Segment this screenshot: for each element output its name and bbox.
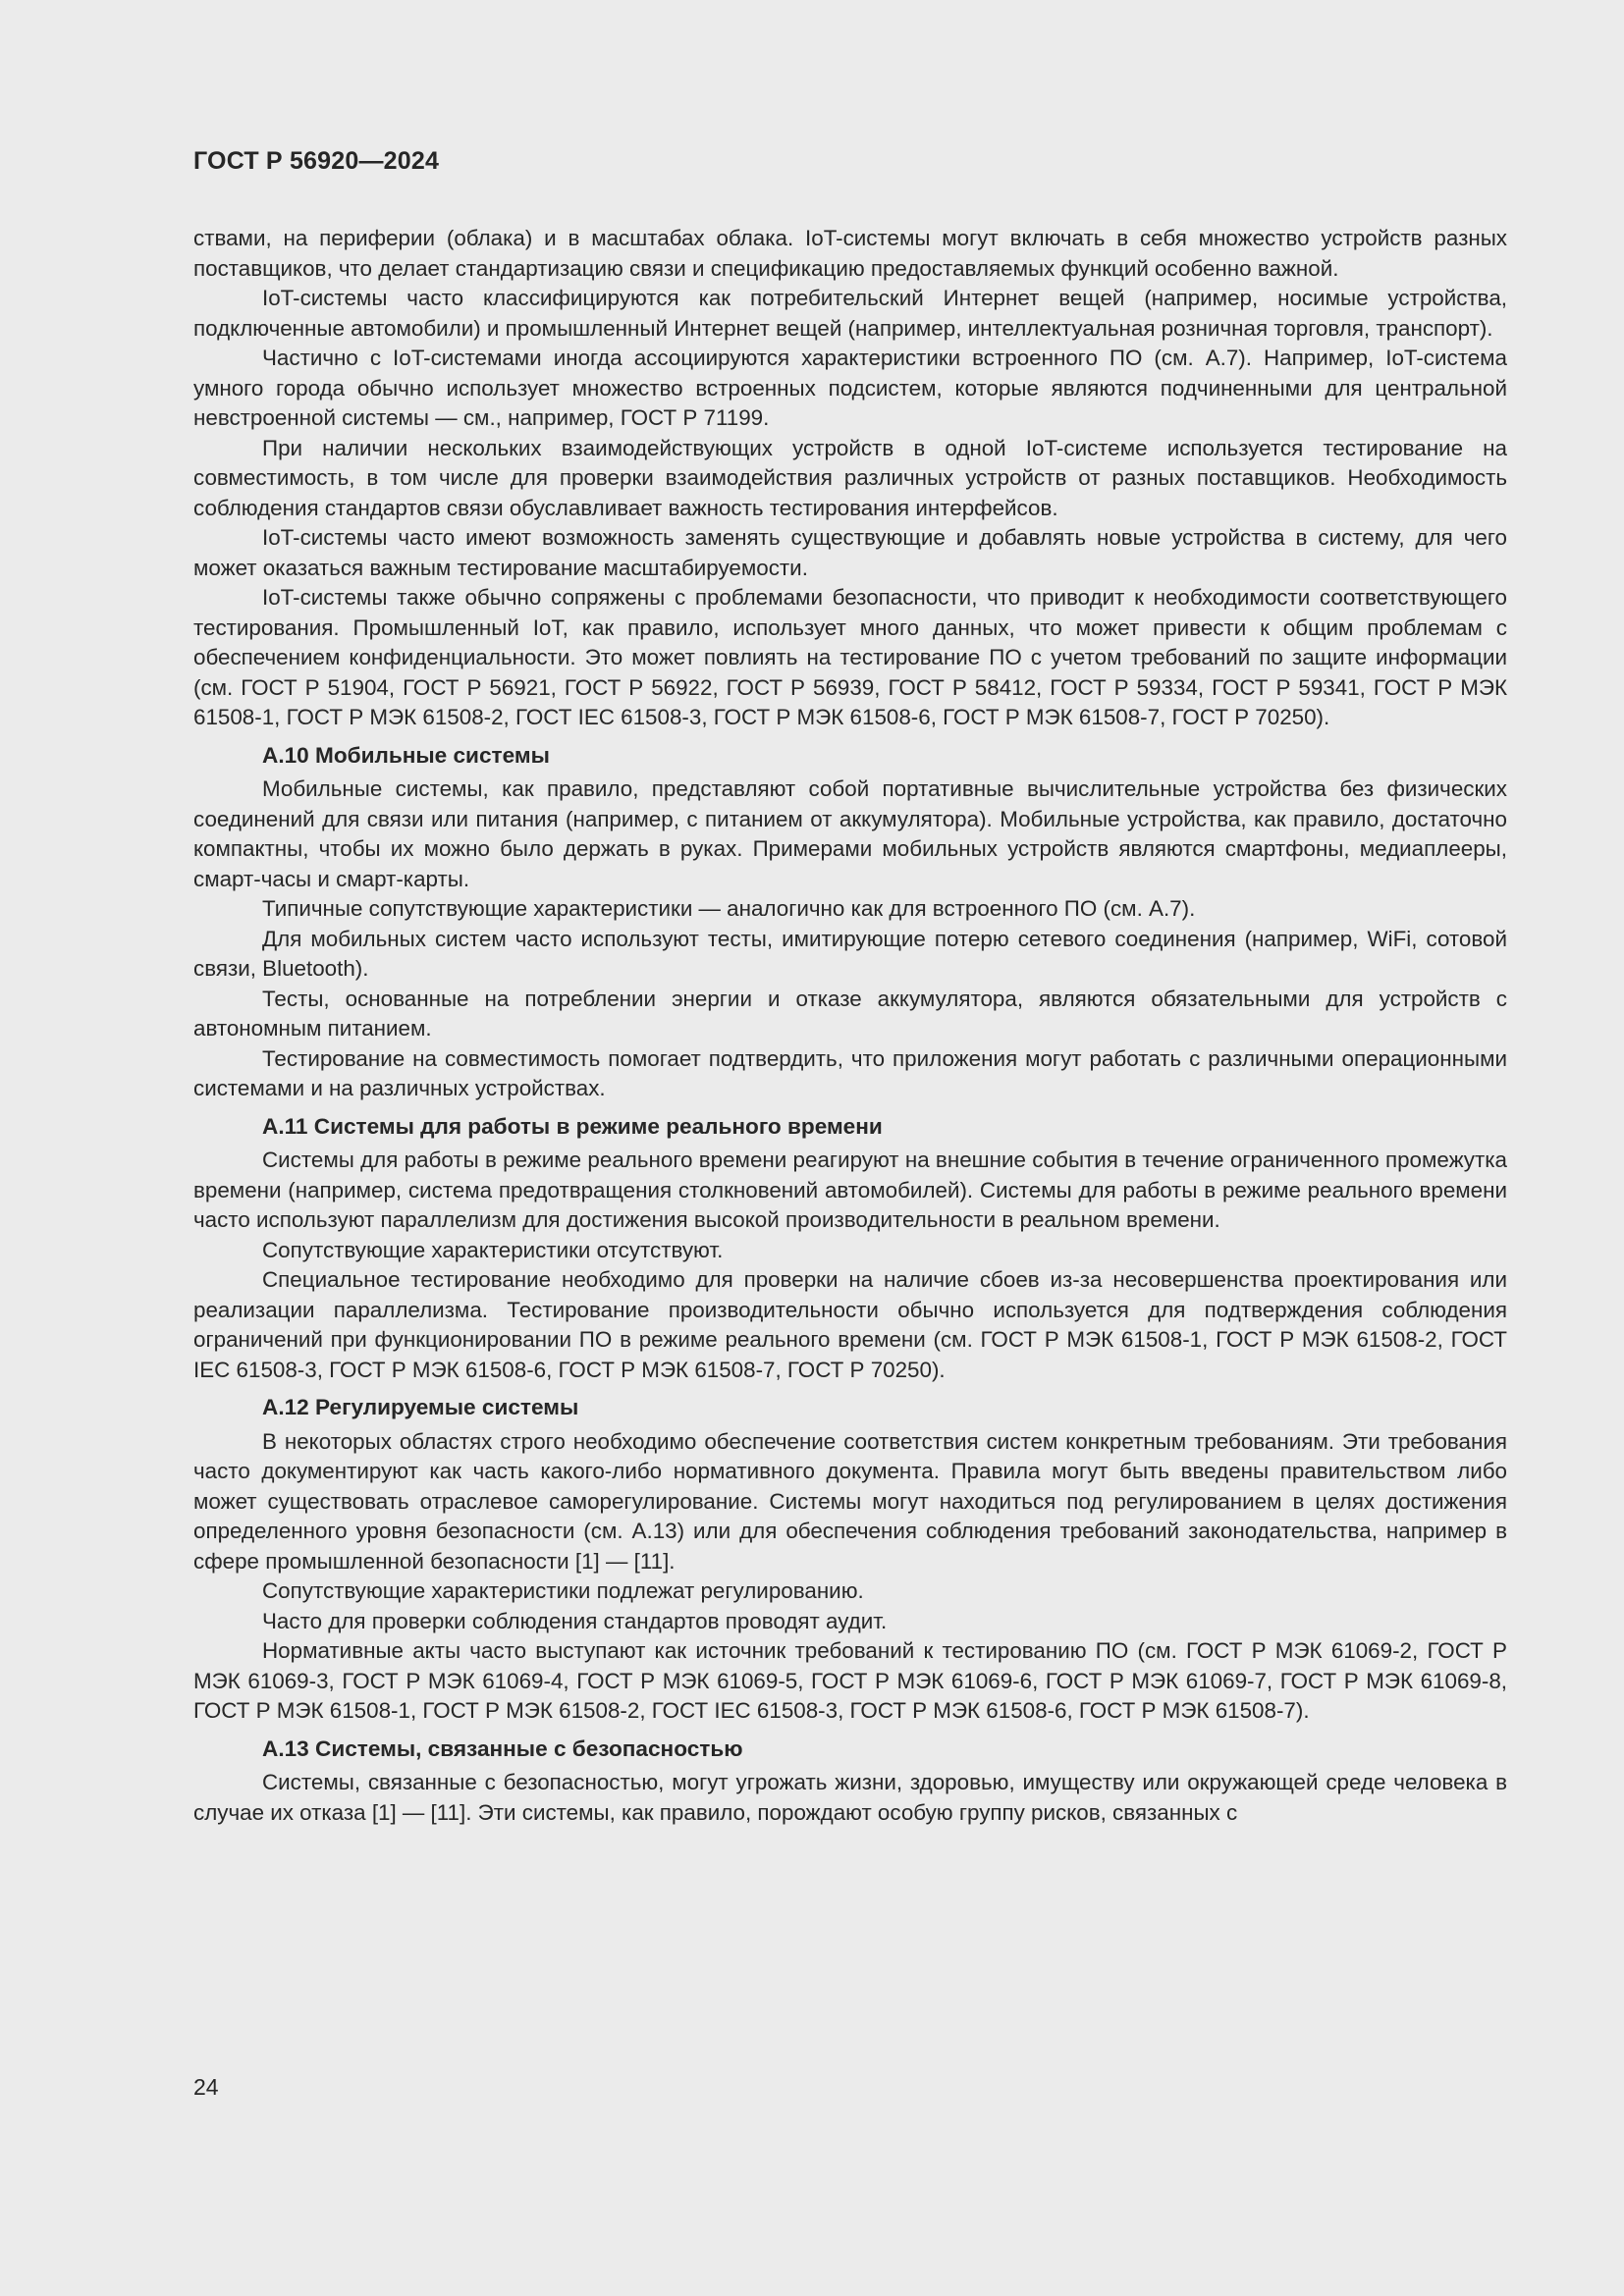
paragraph: В некоторых областях строго необходимо обеспечение соответствия систем конкретным требованиям. Эти требования часто документируют как часть какого-либо нормативного документа. Правила могут быть введены правительством либо может существовать отраслевое саморегулирование. Системы могут находиться под регулированием в целях достижения определенного уровня безопасности (см. А.13) или для обеспечения соблюдения требований законодательства, например в сфере промышленной безопасности [1] — [11]. [193, 1428, 1507, 1574]
paragraph: Специальное тестирование необходимо для проверки на наличие сбоев из-за несовершенства проектирования или реализации параллелизма. Тестирование производительности обычно используется для подтверждения соблюдения ограничений при функционировании ПО в режиме реального времени (см. ГОСТ Р МЭК 61508-1, ГОСТ Р МЭК 61508-2, ГОСТ IEC 61508-3, ГОСТ Р МЭК 61508-6, ГОСТ Р МЭК 61508-7, ГОСТ Р 70250). [193, 1267, 1507, 1382]
paragraph: Тестирование на совместимость помогает подтвердить, что приложения могут работать с различными операционными системами и на различных устройствах. [193, 1045, 1507, 1100]
paragraph: IoT-системы часто классифицируются как потребительский Интернет вещей (например, носимые устройства, подключенные автомобили) и промышленный Интернет вещей (например, интеллектуальная розничная торговля, транспорт). [193, 286, 1507, 341]
paragraph: Частично с IoT-системами иногда ассоциируются характеристики встроенного ПО (см. А.7). Например, IoT-система умного города обычно использует множество встроенных подсистем, которые являются подчиненными для центральной невстроенной системы — см., например, ГОСТ Р 71199. [193, 346, 1507, 430]
paragraph: Мобильные системы, как правило, представляют собой портативные вычислительные устройства без физических соединений для связи или питания (например, с питанием от аккумулятора). Мобильные устройства, как правило, достаточно компактны, чтобы их можно было держать в руках. Примерами мобильных устройств являются смартфоны, медиаплееры, смарт-часы и смарт-карты. [193, 776, 1507, 891]
paragraph: ствами, на периферии (облака) и в масштабах облака. IoT-системы могут включать в себя множество устройств разных поставщиков, что делает стандартизацию связи и спецификацию предоставляемых функций особенно важной. [193, 226, 1507, 281]
section-heading: А.13 Системы, связанные с безопасностью [262, 1735, 743, 1761]
paragraph: Сопутствующие характеристики отсутствуют. [262, 1237, 724, 1262]
paragraph: Системы, связанные с безопасностью, могут угрожать жизни, здоровью, имуществу или окружающей среде человека в случае их отказа [1] — [11]. Эти системы, как правило, порождают особую группу рисков, связанных с [193, 1770, 1507, 1825]
paragraph: Для мобильных систем часто используют тесты, имитирующие потерю сетевого соединения (например, WiFi, сотовой связи, Bluetooth). [193, 926, 1507, 981]
paragraph: IoT-системы часто имеют возможность заменять существующие и добавлять новые устройства в систему, для чего может оказаться важным тестирование масштабируемости. [193, 525, 1507, 580]
paragraph: При наличии нескольких взаимодействующих устройств в одной IoT-системе используется тестирование на совместимость, в том числе для проверки взаимодействия различных устройств от разных поставщиков. Необходимость соблюдения стандартов связи обуславливает важность тестирования интерфейсов. [193, 435, 1507, 520]
document-body [193, 224, 1507, 1828]
document-header: ГОСТ Р 56920—2024 [193, 147, 440, 175]
paragraph: Сопутствующие характеристики подлежат регулированию. [262, 1578, 864, 1603]
section-heading: А.12 Регулируемые системы [262, 1395, 579, 1419]
paragraph: Системы для работы в режиме реального времени реагируют на внешние события в течение ограниченного промежутка времени (например, система предотвращения столкновений автомобилей). Системы для работы в режиме реального времени часто используют параллелизм для достижения высокой производительности в реальном времени. [193, 1148, 1507, 1232]
paragraph: Тесты, основанные на потреблении энергии и отказе аккумулятора, являются обязательными для устройств с автономным питанием. [193, 986, 1507, 1041]
paragraph: Часто для проверки соблюдения стандартов проводят аудит. [262, 1608, 888, 1633]
section-heading: А.11 Системы для работы в режиме реального времени [262, 1113, 883, 1139]
page-number: 24 [193, 2074, 219, 2100]
section-heading: А.10 Мобильные системы [262, 742, 550, 768]
paragraph: Типичные сопутствующие характеристики — аналогично как для встроенного ПО (см. А.7). [262, 896, 1196, 921]
paragraph: IoT-системы также обычно сопряжены с проблемами безопасности, что приводит к необходимости соответствующего тестирования. Промышленный IoT, как правило, использует много данных, что может привести к общим проблемам с обеспечением конфиденциальности. Это может повлиять на тестирование ПО с учетом требований по защите информации (см. ГОСТ Р 51904, ГОСТ Р 56921, ГОСТ Р 56922, ГОСТ Р 56939, ГОСТ Р 58412, ГОСТ Р 59334, ГОСТ Р 59341, ГОСТ Р МЭК 61508-1, ГОСТ Р МЭК 61508-2, ГОСТ IEC 61508-3, ГОСТ Р МЭК 61508-6, ГОСТ Р МЭК 61508-7, ГОСТ Р 70250). [193, 585, 1507, 729]
paragraph: Нормативные акты часто выступают как источник требований к тестированию ПО (см. ГОСТ Р МЭК 61069-2, ГОСТ Р МЭК 61069-3, ГОСТ Р МЭК 61069-4, ГОСТ Р МЭК 61069-5, ГОСТ Р МЭК 61069-6, ГОСТ Р МЭК 61069-7, ГОСТ Р МЭК 61069-8, ГОСТ Р МЭК 61508-1, ГОСТ Р МЭК 61508-2, ГОСТ IEC 61508-3, ГОСТ Р МЭК 61508-6, ГОСТ Р МЭК 61508-7). [193, 1638, 1507, 1723]
